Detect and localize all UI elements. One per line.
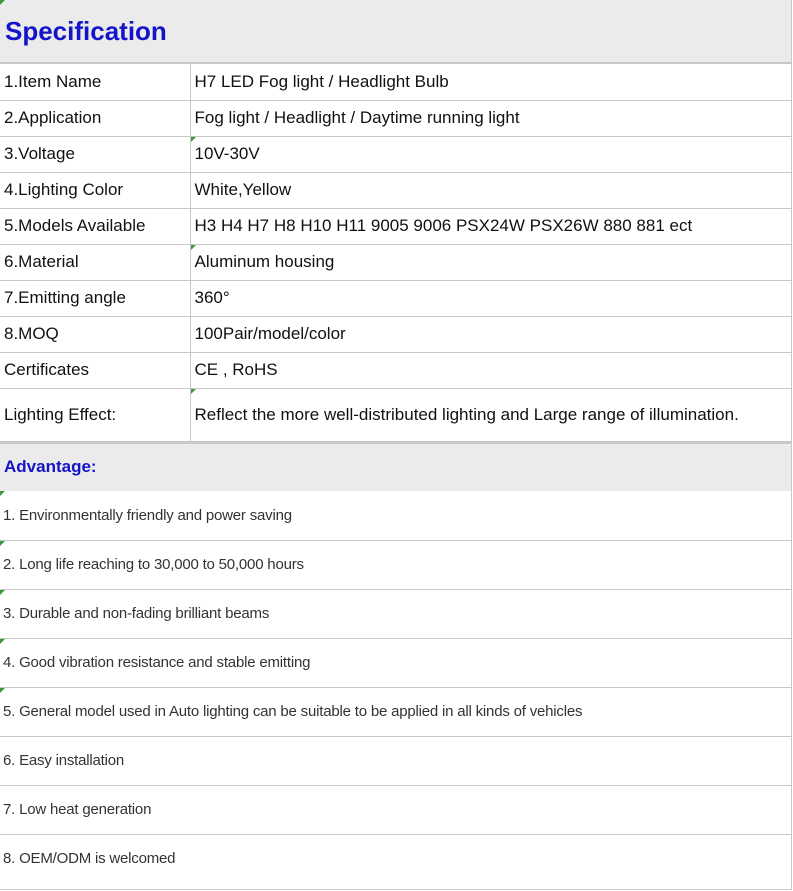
advantage-header bbox=[0, 442, 791, 491]
spec-value: CE , RoHS bbox=[190, 352, 792, 388]
list-item: 4. Good vibration resistance and stable emitting bbox=[0, 638, 791, 687]
spec-label: 5.Models Available bbox=[0, 208, 190, 244]
list-item: 1. Environmentally friendly and power saving bbox=[0, 491, 791, 540]
spec-label: 3.Voltage bbox=[0, 136, 190, 172]
page-title: Specification bbox=[5, 15, 167, 46]
list-item: 2. Long life reaching to 30,000 to 50,000 hours bbox=[0, 540, 791, 589]
spec-label: 1.Item Name bbox=[0, 64, 190, 100]
spec-label: 2.Application bbox=[0, 100, 190, 136]
spec-row-moq bbox=[0, 316, 792, 352]
spec-row-material bbox=[0, 244, 792, 280]
advantage-title: Advantage: bbox=[4, 457, 97, 476]
spec-row-lighting-effect bbox=[0, 388, 792, 441]
spec-value: H3 H4 H7 H8 H10 H11 9005 9006 PSX24W PSX26W 880 881 ect bbox=[190, 208, 792, 244]
spec-row-lighting-color bbox=[0, 172, 792, 208]
spec-value: Reflect the more well-distributed lighting and Large range of illumination. bbox=[190, 388, 792, 441]
spec-value: 360° bbox=[190, 280, 792, 316]
spec-label: 7.Emitting angle bbox=[0, 280, 190, 316]
title-row bbox=[0, 0, 791, 64]
list-item: 7. Low heat generation bbox=[0, 785, 791, 834]
list-item: 6. Easy installation bbox=[0, 736, 791, 785]
spec-label: 8.MOQ bbox=[0, 316, 190, 352]
spec-label: Lighting Effect: bbox=[0, 388, 190, 441]
spec-row-voltage bbox=[0, 136, 792, 172]
spec-value: Fog light / Headlight / Daytime running light bbox=[190, 100, 792, 136]
list-item: 5. General model used in Auto lighting can be suitable to be applied in all kinds of vehicles bbox=[0, 687, 791, 736]
spec-value: 10V-30V bbox=[190, 136, 792, 172]
spec-row-emitting-angle bbox=[0, 280, 792, 316]
spec-row-certificates bbox=[0, 352, 792, 388]
spec-label: 4.Lighting Color bbox=[0, 172, 190, 208]
spec-label: Certificates bbox=[0, 352, 190, 388]
spec-table bbox=[0, 64, 792, 442]
spec-value: 100Pair/model/color bbox=[190, 316, 792, 352]
spec-row-item-name bbox=[0, 64, 792, 100]
advantage-list bbox=[0, 491, 791, 883]
list-item: 8. OEM/ODM is welcomed bbox=[0, 834, 791, 883]
spec-value: White,Yellow bbox=[190, 172, 792, 208]
spec-label: 6.Material bbox=[0, 244, 190, 280]
list-item: 3. Durable and non-fading brilliant beams bbox=[0, 589, 791, 638]
spec-row-application bbox=[0, 100, 792, 136]
spec-value: H7 LED Fog light / Headlight Bulb bbox=[190, 64, 792, 100]
spec-row-models bbox=[0, 208, 792, 244]
spec-value: Aluminum housing bbox=[190, 244, 792, 280]
